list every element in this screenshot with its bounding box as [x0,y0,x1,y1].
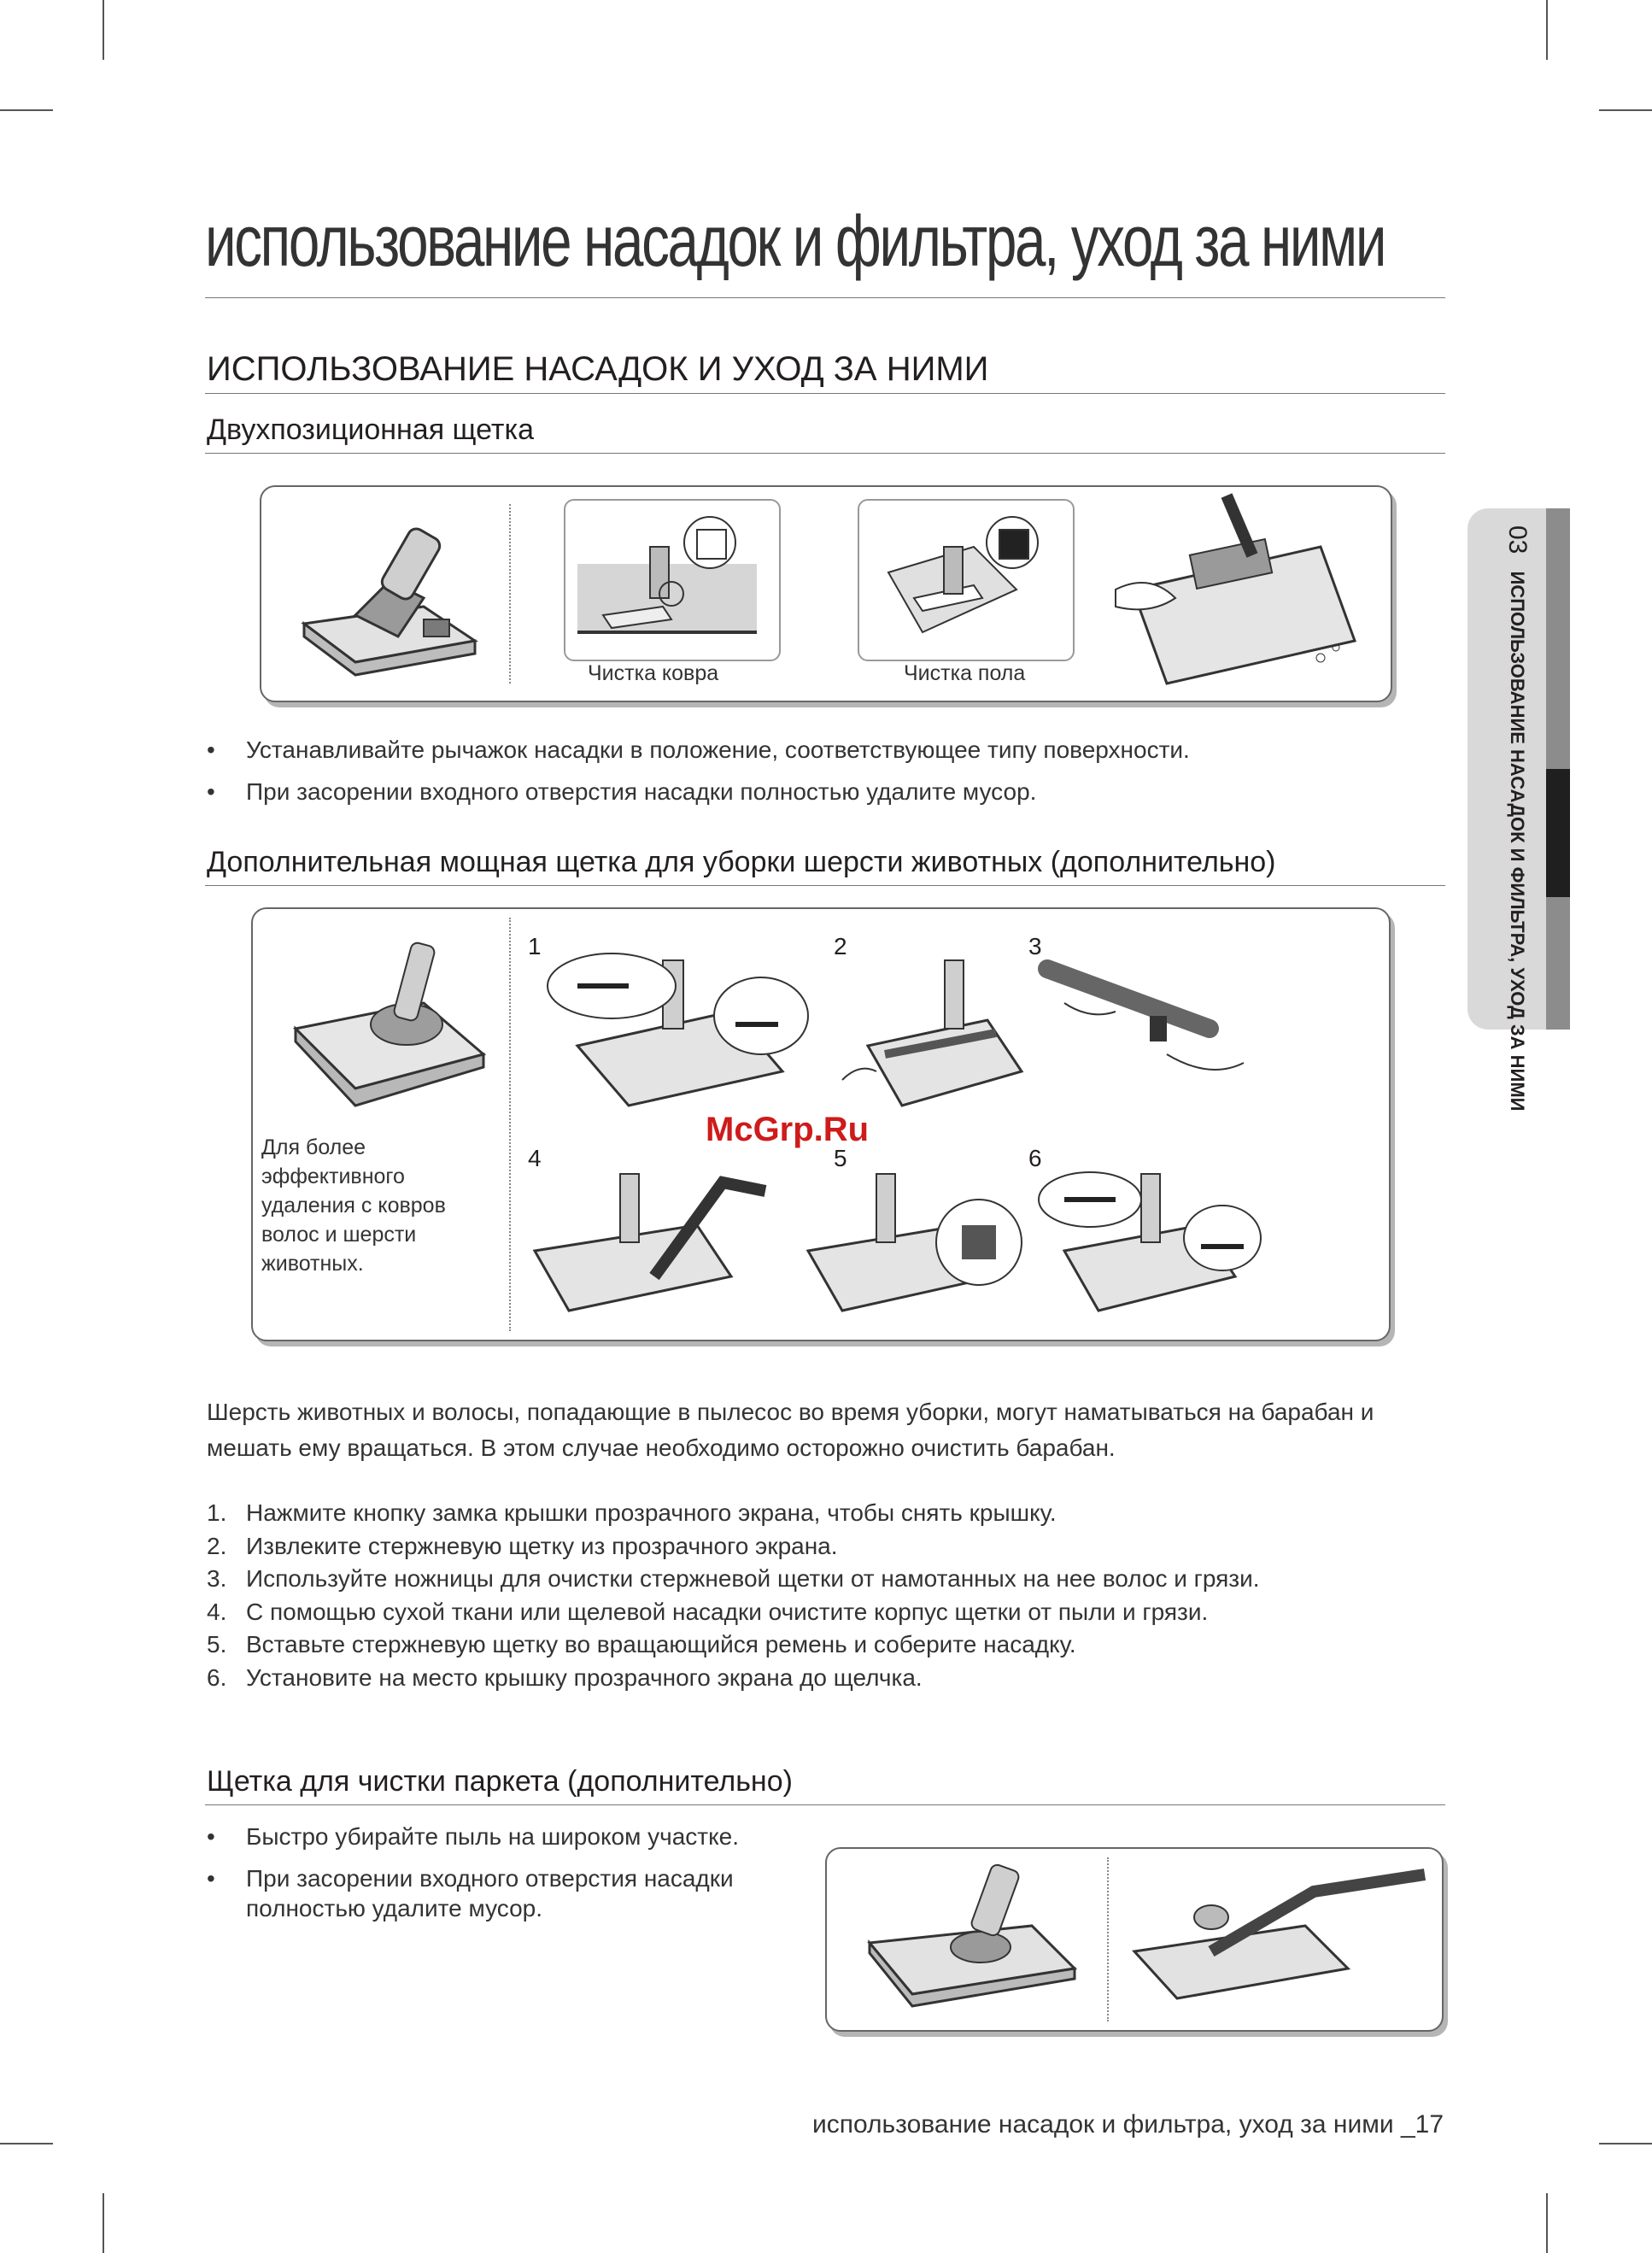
two-position-brush-panel [260,485,1392,702]
section-heading: ИСПОЛЬЗОВАНИЕ НАСАДОК И УХОД ЗА НИМИ [207,350,989,388]
step-label-6: 6 [1028,1145,1042,1171]
side-tab-label [1491,525,1532,1112]
step-text: С помощью сухой ткани или щелевой насадки очистите корпус щетки от пыли и грязи. [246,1598,1209,1625]
step-item [207,1662,1260,1695]
crop-mark [103,0,104,60]
step-text: Извлеките стержневую щетку из прозрачного экрана. [246,1532,838,1559]
step-number: 1. [207,1499,227,1526]
parquet-brush-illustration [861,1857,1100,2020]
step-number: 4. [207,1598,227,1625]
side-tab-dark-marker [1546,769,1570,897]
step-text: Вставьте стержневую щетку во вращающийся ремень и соберите насадку. [246,1631,1076,1658]
step-number: 2. [207,1532,227,1559]
panel-divider [509,504,511,684]
note-line: Для более [261,1135,366,1159]
pet-brush-note [261,1133,446,1278]
step-label-3: 3 [1028,933,1042,959]
bullet-item: • При засорении входного отверстия насадки полностью удалите мусор. [207,777,1190,807]
carpet-caption: Чистка ковра [588,661,719,685]
two-position-brush-bullets [207,735,1190,818]
parquet-brush-panel [825,1847,1444,2032]
floor-caption: Чистка пола [904,661,1026,685]
note-line: животных. [261,1252,364,1276]
two-position-brush-heading: Двухпозиционная щетка [207,414,535,446]
pet-brush-rule [205,885,1445,886]
parquet-cleaning-illustration [1117,1857,1433,2020]
side-tab-number: 03 [1503,525,1532,554]
step-5-illustration [800,1165,1022,1328]
pet-brush-paragraph: Шерсть животных и волосы, попадающие в пылесос во время уборки, могут наматываться на барабан и мешать ему вращаться. В этом случае необходимо осторожно очистить барабан. [207,1399,1374,1461]
step-2-illustration [842,952,1030,1123]
note-line: эффективного [261,1165,405,1188]
step-item [207,1596,1260,1629]
step-item [207,1530,1260,1564]
carpet-mode-illustration [569,513,774,649]
step-item [207,1497,1260,1530]
step-item [207,1563,1260,1596]
panel-divider [509,918,511,1331]
note-line: удаления с ковров [261,1194,446,1217]
bullet-item: • Быстро убирайте пыль на широком участке. [207,1822,822,1851]
step-3-illustration [1039,952,1261,1123]
step-label-5: 5 [834,1145,847,1171]
bullet-item: • При засорении входного отверстия насадки полностью удалите мусор. [207,1863,822,1923]
section-rule [205,393,1445,394]
pet-brush-steps [207,1497,1260,1695]
step-number: 5. [207,1631,227,1658]
watermark: McGrp.Ru [706,1111,870,1148]
step-number: 6. [207,1663,227,1691]
parquet-brush-bullets [207,1822,822,1935]
brush-cleaning-illustration [1116,496,1372,692]
crop-mark [1599,109,1652,111]
side-tab-text: ИСПОЛЬЗОВАНИЕ НАСАДОК И ФИЛЬТРА, УХОД ЗА НИМИ [1507,571,1528,1112]
step-text: Нажмите кнопку замка крышки прозрачного экрана, чтобы снять крышку. [246,1499,1057,1526]
two-position-brush-rule [205,453,1445,454]
step-1-illustration [543,952,817,1123]
crop-mark [1546,2193,1548,2253]
step-text: Установите на место крышку прозрачного экрана до щелчка. [246,1663,923,1691]
step-label-1: 1 [528,933,542,959]
note-line: волос и шерсти [261,1223,417,1247]
step-item [207,1628,1260,1662]
crop-mark [1546,0,1548,60]
page-footer: использование насадок и фильтра, уход за ними _17 [812,2110,1444,2139]
panel-divider [1107,1857,1109,2021]
pet-brush-illustration [278,935,501,1123]
title-rule [205,297,1445,298]
step-text: Используйте ножницы для очистки стержневой щетки от намотанных на нее волос и грязи. [246,1565,1260,1593]
crop-mark [1599,2143,1652,2144]
crop-mark [103,2193,104,2253]
step-4-illustration [526,1165,782,1328]
page-title: использование насадок и фильтра, уход за ними [205,201,1385,281]
step-6-illustration [1039,1165,1261,1328]
bullet-item: • Устанавливайте рычажок насадки в положение, соответствующее типу поверхности. [207,735,1190,765]
parquet-brush-rule [205,1804,1445,1805]
step-number: 3. [207,1565,227,1593]
brush-illustration [296,513,492,684]
pet-brush-heading: Дополнительная мощная щетка для уборки шерсти животных (дополнительно) [207,846,1276,878]
crop-mark [0,109,53,111]
parquet-brush-heading: Щетка для чистки паркета (дополнительно) [207,1765,793,1798]
step-label-4: 4 [528,1145,542,1171]
floor-mode-illustration [863,513,1068,649]
step-label-2: 2 [834,933,847,959]
crop-mark [0,2143,53,2144]
